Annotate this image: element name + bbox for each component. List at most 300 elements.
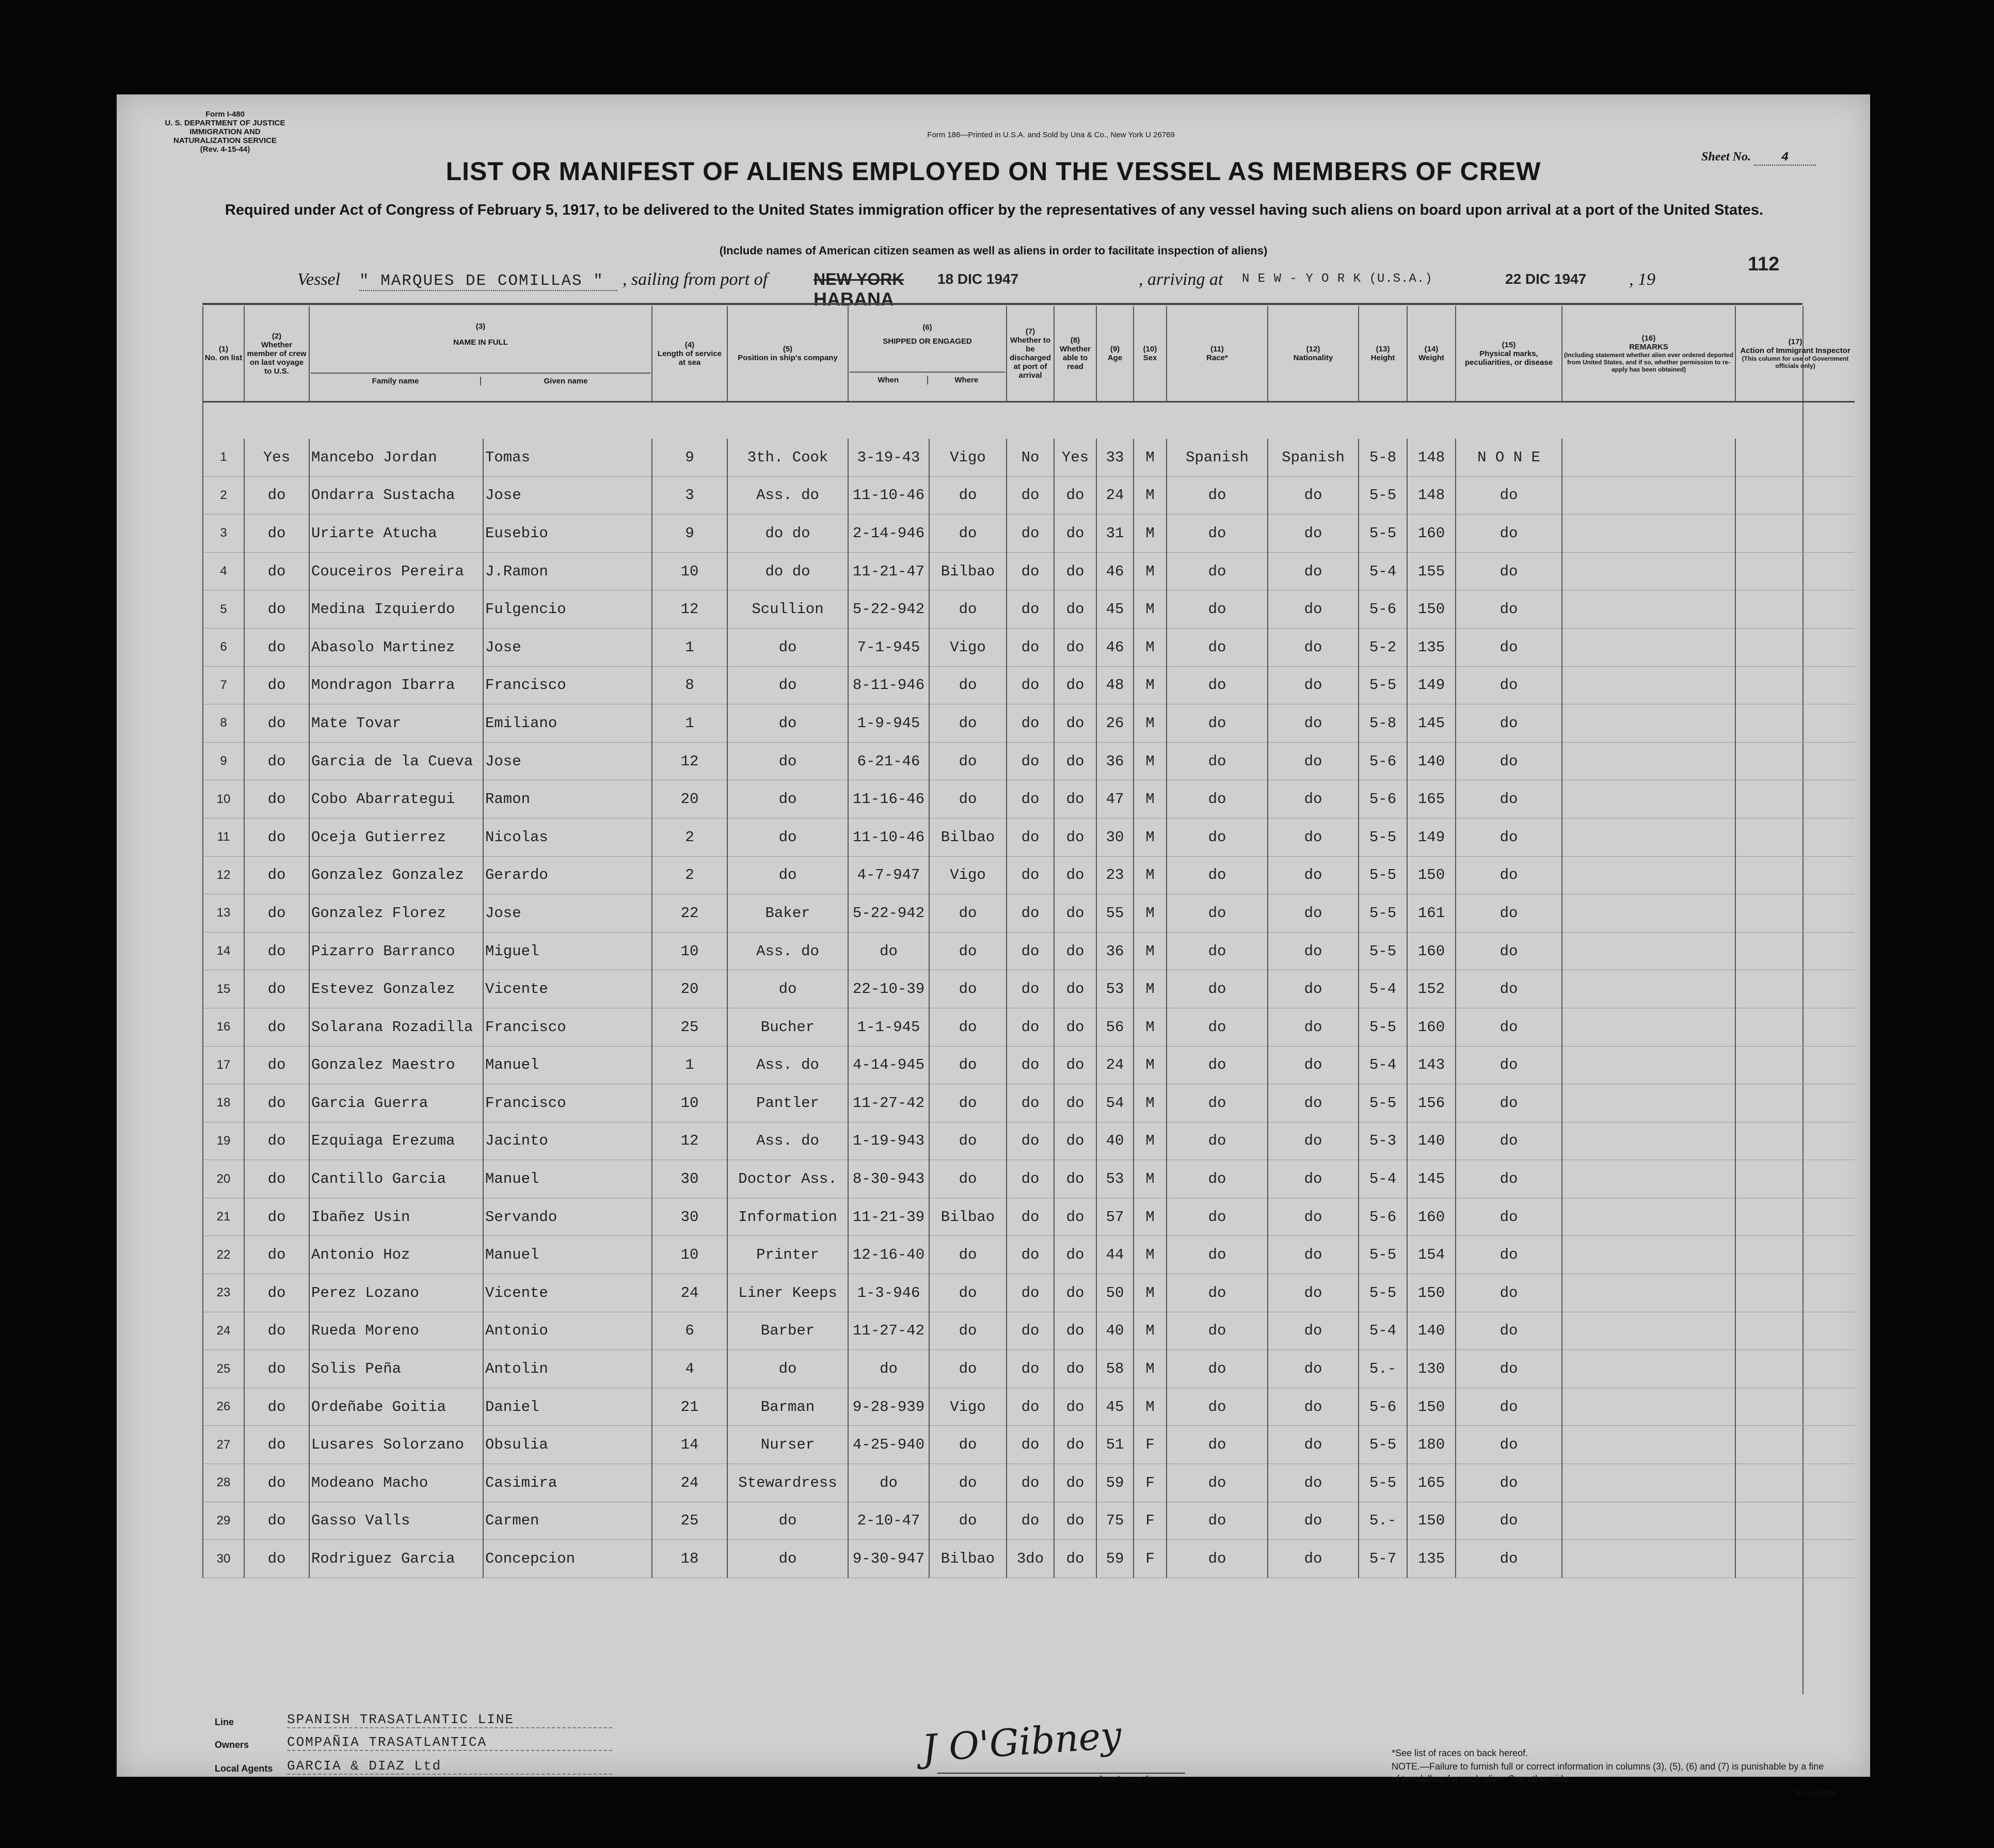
row-number-cell: 26 <box>203 1388 244 1426</box>
row-number-cell: 9 <box>203 742 244 780</box>
nationality-cell: do <box>1268 1084 1359 1122</box>
arriving-label: , arriving at <box>1139 270 1223 289</box>
family-name-cell: Gasso Valls <box>309 1502 483 1540</box>
nationality-cell: do <box>1268 1312 1359 1350</box>
last-voyage-cell: do <box>244 1046 309 1084</box>
able-to-read-cell: do <box>1054 666 1096 704</box>
revision-date: (Rev. 4-15-44) <box>200 145 250 154</box>
race-cell: do <box>1167 1046 1268 1084</box>
age-cell: 33 <box>1096 439 1134 476</box>
row-number-cell: 21 <box>203 1198 244 1236</box>
height-cell: 5-6 <box>1359 590 1407 629</box>
remarks-cell <box>1562 1084 1735 1122</box>
height-cell: 5-5 <box>1359 515 1407 553</box>
shipped-when-cell: 2-10-47 <box>848 1502 929 1540</box>
weight-cell: 140 <box>1407 1312 1456 1350</box>
given-name-cell: Francisco <box>483 1084 652 1122</box>
service-length-cell: 3 <box>652 476 727 515</box>
able-to-read-cell: do <box>1054 628 1096 666</box>
position-cell: 3th. Cook <box>727 439 848 476</box>
shipped-when-cell: 11-10-46 <box>848 818 929 856</box>
given-name-cell: Obsulia <box>483 1426 652 1464</box>
shipped-when-cell: 11-16-46 <box>848 780 929 818</box>
shipped-when-cell: 5-22-942 <box>848 590 929 629</box>
discharged-cell: do <box>1007 818 1054 856</box>
race-cell: do <box>1167 1350 1268 1388</box>
inspector-action-cell <box>1735 476 1855 515</box>
shipped-where-cell: do <box>929 515 1007 553</box>
discharged-cell: do <box>1007 894 1054 933</box>
shipped-when-cell: 11-27-42 <box>848 1084 929 1122</box>
last-voyage-cell: do <box>244 1084 309 1122</box>
sheet-label: Sheet No. <box>1701 150 1751 164</box>
position-cell: do <box>727 666 848 704</box>
row-number-cell: 3 <box>203 515 244 553</box>
height-cell: 5.- <box>1359 1350 1407 1388</box>
sex-cell: M <box>1134 1388 1167 1426</box>
height-cell: 5-5 <box>1359 932 1407 970</box>
table-row <box>203 476 1855 515</box>
weight-cell: 140 <box>1407 1122 1456 1160</box>
weight-cell: 150 <box>1407 1388 1456 1426</box>
given-name-cell: Jose <box>483 742 652 780</box>
year-label: , 19 <box>1629 270 1655 289</box>
able-to-read-cell: do <box>1054 1198 1096 1236</box>
last-voyage-cell: do <box>244 856 309 894</box>
row-number-cell: 15 <box>203 970 244 1008</box>
shipped-when-cell: 1-19-943 <box>848 1122 929 1160</box>
weight-cell: 160 <box>1407 515 1456 553</box>
inspector-action-cell <box>1735 1198 1855 1236</box>
remarks-cell <box>1562 515 1735 553</box>
weight-cell: 135 <box>1407 1540 1456 1578</box>
race-cell: do <box>1167 628 1268 666</box>
nationality-cell: do <box>1268 1008 1359 1046</box>
remarks-cell <box>1562 970 1735 1008</box>
able-to-read-cell: do <box>1054 552 1096 590</box>
last-voyage-cell: do <box>244 1236 309 1274</box>
printer-note: Form 186—Printed in U.S.A. and Sold by Una & Co., New York U 26769 <box>927 131 1175 139</box>
nationality-cell: Spanish <box>1268 439 1359 476</box>
discharged-cell: do <box>1007 1198 1054 1236</box>
physical-marks-cell: N O N E <box>1456 439 1562 476</box>
last-voyage-cell: do <box>244 1008 309 1046</box>
shipped-when-cell: do <box>848 1350 929 1388</box>
race-cell: do <box>1167 1502 1268 1540</box>
table-row <box>203 1236 1855 1274</box>
position-cell: do do <box>727 552 848 590</box>
race-cell: do <box>1167 552 1268 590</box>
weight-cell: 150 <box>1407 856 1456 894</box>
nationality-cell: do <box>1268 1350 1359 1388</box>
sex-cell: M <box>1134 1122 1167 1160</box>
age-cell: 58 <box>1096 1350 1134 1388</box>
weight-cell: 160 <box>1407 1198 1456 1236</box>
remarks-cell <box>1562 1426 1735 1464</box>
able-to-read-cell: do <box>1054 856 1096 894</box>
nationality-cell: do <box>1268 932 1359 970</box>
last-voyage-cell: do <box>244 590 309 629</box>
inspector-action-cell <box>1735 780 1855 818</box>
inspector-action-cell <box>1735 1122 1855 1160</box>
able-to-read-cell: do <box>1054 970 1096 1008</box>
physical-marks-cell: do <box>1456 1388 1562 1426</box>
physical-marks-cell: do <box>1456 1350 1562 1388</box>
discharged-cell: No <box>1007 439 1054 476</box>
position-cell: do <box>727 1540 848 1578</box>
service-length-cell: 12 <box>652 590 727 629</box>
vessel-name: " MARQUES DE COMILLAS " <box>359 272 617 291</box>
given-name-cell: Ramon <box>483 780 652 818</box>
form-subtitle: Required under Act of Congress of February 5, 1917, to be delivered to the United States immigration officer by the representatives of any vessel having such aliens on board upon arrival at a port of the United States. <box>225 202 1764 218</box>
sex-cell: F <box>1134 1502 1167 1540</box>
service-length-cell: 30 <box>652 1160 727 1198</box>
owners-value: COMPAÑIA TRASATLANTICA <box>287 1734 612 1751</box>
height-cell: 5-6 <box>1359 1388 1407 1426</box>
nationality-cell: do <box>1268 1540 1359 1578</box>
page-number: 112 <box>1748 253 1780 275</box>
table-row <box>203 1312 1855 1350</box>
shipped-where-cell: do <box>929 1312 1007 1350</box>
race-cell: do <box>1167 1122 1268 1160</box>
remarks-cell <box>1562 1236 1735 1274</box>
shipped-when-cell: 11-21-47 <box>848 552 929 590</box>
sex-cell: F <box>1134 1426 1167 1464</box>
given-name-cell: Manuel <box>483 1160 652 1198</box>
row-number-cell: 16 <box>203 1008 244 1046</box>
shipped-where-cell: do <box>929 1084 1007 1122</box>
discharged-cell: do <box>1007 666 1054 704</box>
shipped-when-cell: 9-30-947 <box>848 1540 929 1578</box>
table-row <box>203 1046 1855 1084</box>
remarks-cell <box>1562 1122 1735 1160</box>
inspector-action-cell <box>1735 856 1855 894</box>
nationality-cell: do <box>1268 894 1359 933</box>
family-name-cell: Cantillo Garcia <box>309 1160 483 1198</box>
col-header-5: (5) Position in ship's company <box>727 306 848 402</box>
last-voyage-cell: do <box>244 894 309 933</box>
last-voyage-cell: do <box>244 1312 309 1350</box>
shipped-where-cell: Bilbao <box>929 818 1007 856</box>
sex-cell: M <box>1134 515 1167 553</box>
row-number-cell: 2 <box>203 476 244 515</box>
departure-port-struck: NEW YORK <box>813 270 904 288</box>
given-name-cell: Concepcion <box>483 1540 652 1578</box>
service-length-cell: 1 <box>652 1046 727 1084</box>
physical-marks-cell: do <box>1456 856 1562 894</box>
weight-cell: 148 <box>1407 439 1456 476</box>
family-name-cell: Solis Peña <box>309 1350 483 1388</box>
discharged-cell: do <box>1007 932 1054 970</box>
discharged-cell: do <box>1007 1274 1054 1312</box>
form-subtitle-note: (Include names of American citizen seamen as well as aliens in order to facilitate inspection of aliens) <box>719 244 1268 257</box>
able-to-read-cell: do <box>1054 1084 1096 1122</box>
discharged-cell: do <box>1007 552 1054 590</box>
family-name-cell: Garcia de la Cueva <box>309 742 483 780</box>
position-cell: Doctor Ass. <box>727 1160 848 1198</box>
nationality-cell: do <box>1268 1236 1359 1274</box>
race-cell: do <box>1167 856 1268 894</box>
service-length-cell: 12 <box>652 1122 727 1160</box>
able-to-read-cell: do <box>1054 1236 1096 1274</box>
race-cell: do <box>1167 932 1268 970</box>
shipped-when-cell: 12-16-40 <box>848 1236 929 1274</box>
shipped-where-cell: do <box>929 1122 1007 1160</box>
able-to-read-cell: do <box>1054 818 1096 856</box>
last-voyage-cell: do <box>244 1540 309 1578</box>
sex-cell: M <box>1134 1236 1167 1274</box>
race-cell: do <box>1167 1388 1268 1426</box>
remarks-cell <box>1562 780 1735 818</box>
remarks-cell <box>1562 1160 1735 1198</box>
form-title: LIST OR MANIFEST OF ALIENS EMPLOYED ON THE VESSEL AS MEMBERS OF CREW <box>445 157 1541 186</box>
shipped-where-cell: do <box>929 1464 1007 1502</box>
height-cell: 5-6 <box>1359 780 1407 818</box>
table-row <box>203 780 1855 818</box>
family-name-cell: Mondragon Ibarra <box>309 666 483 704</box>
table-row <box>203 439 1855 476</box>
col-header-10: (10) Sex <box>1134 306 1167 402</box>
discharged-cell: do <box>1007 742 1054 780</box>
weight-cell: 165 <box>1407 1464 1456 1502</box>
race-cell: do <box>1167 704 1268 743</box>
service-length-cell: 10 <box>652 552 727 590</box>
nationality-cell: do <box>1268 1046 1359 1084</box>
nationality-cell: do <box>1268 1464 1359 1502</box>
nationality-cell: do <box>1268 1426 1359 1464</box>
age-cell: 45 <box>1096 590 1134 629</box>
last-voyage-cell: do <box>244 1160 309 1198</box>
row-number-cell: 6 <box>203 628 244 666</box>
discharged-cell: do <box>1007 856 1054 894</box>
table-row <box>203 894 1855 933</box>
sex-cell: M <box>1134 552 1167 590</box>
physical-marks-cell: do <box>1456 1198 1562 1236</box>
sex-cell: M <box>1134 628 1167 666</box>
shipped-where-cell: do <box>929 476 1007 515</box>
given-name-cell: Francisco <box>483 1008 652 1046</box>
sex-cell: M <box>1134 1046 1167 1084</box>
sex-cell: M <box>1134 704 1167 743</box>
inspector-action-cell <box>1735 704 1855 743</box>
table-row <box>203 1540 1855 1578</box>
service-length-cell: 22 <box>652 894 727 933</box>
discharged-cell: 3do <box>1007 1540 1054 1578</box>
sex-cell: M <box>1134 1084 1167 1122</box>
given-name-cell: Antonio <box>483 1312 652 1350</box>
sex-cell: F <box>1134 1540 1167 1578</box>
weight-cell: 160 <box>1407 932 1456 970</box>
service-length-cell: 24 <box>652 1464 727 1502</box>
able-to-read-cell: do <box>1054 1350 1096 1388</box>
shipped-where-cell: do <box>929 590 1007 629</box>
shipped-when-cell: 22-10-39 <box>848 970 929 1008</box>
given-name-cell: Servando <box>483 1198 652 1236</box>
position-cell: do do <box>727 515 848 553</box>
table-row <box>203 1274 1855 1312</box>
inspector-action-cell <box>1735 1274 1855 1312</box>
last-voyage-cell: do <box>244 515 309 553</box>
sex-cell: M <box>1134 1350 1167 1388</box>
sex-cell: M <box>1134 1274 1167 1312</box>
physical-marks-cell: do <box>1456 1122 1562 1160</box>
row-number-cell: 29 <box>203 1502 244 1540</box>
height-cell: 5-2 <box>1359 628 1407 666</box>
position-cell: do <box>727 1502 848 1540</box>
col-header-15: (15) Physical marks, peculiarities, or disease <box>1456 306 1562 402</box>
position-cell: Baker <box>727 894 848 933</box>
col-header-7: (7) Whether to be discharged at port of arrival <box>1007 306 1054 402</box>
age-cell: 46 <box>1096 628 1134 666</box>
given-name-cell: Manuel <box>483 1236 652 1274</box>
age-cell: 44 <box>1096 1236 1134 1274</box>
physical-marks-cell: do <box>1456 1464 1562 1502</box>
shipped-where-cell: do <box>929 1160 1007 1198</box>
table-row <box>203 1160 1855 1198</box>
row-number-cell: 1 <box>203 439 244 476</box>
position-cell: do <box>727 1350 848 1388</box>
remarks-cell <box>1562 1274 1735 1312</box>
row-number-cell: 20 <box>203 1160 244 1198</box>
age-cell: 54 <box>1096 1084 1134 1122</box>
row-number-cell: 27 <box>203 1426 244 1464</box>
sex-cell: M <box>1134 856 1167 894</box>
table-row <box>203 666 1855 704</box>
physical-marks-cell: do <box>1456 1274 1562 1312</box>
discharged-cell: do <box>1007 1160 1054 1198</box>
family-name-cell: Uriarte Atucha <box>309 515 483 553</box>
inspector-action-cell <box>1735 1464 1855 1502</box>
age-cell: 40 <box>1096 1312 1134 1350</box>
family-name-cell: Garcia Guerra <box>309 1084 483 1122</box>
age-cell: 30 <box>1096 818 1134 856</box>
weight-cell: 156 <box>1407 1084 1456 1122</box>
able-to-read-cell: do <box>1054 1388 1096 1426</box>
able-to-read-cell: do <box>1054 894 1096 933</box>
given-name-cell: Casimira <box>483 1464 652 1502</box>
last-voyage-cell: do <box>244 628 309 666</box>
row-number-cell: 30 <box>203 1540 244 1578</box>
given-name-cell: Vicente <box>483 970 652 1008</box>
age-cell: 26 <box>1096 704 1134 743</box>
last-voyage-cell: do <box>244 1350 309 1388</box>
race-cell: do <box>1167 1426 1268 1464</box>
weight-cell: 130 <box>1407 1350 1456 1388</box>
family-name-cell: Oceja Gutierrez <box>309 818 483 856</box>
table-row <box>203 742 1855 780</box>
service-name: IMMIGRATION AND NATURALIZATION SERVICE <box>173 127 277 145</box>
height-cell: 5-5 <box>1359 1274 1407 1312</box>
agents-value: GARCIA & DIAZ Ltd <box>287 1758 612 1775</box>
shipped-when-cell: 1-9-945 <box>848 704 929 743</box>
height-cell: 5-4 <box>1359 1312 1407 1350</box>
remarks-cell <box>1562 1198 1735 1236</box>
height-cell: 5-4 <box>1359 1160 1407 1198</box>
age-cell: 48 <box>1096 666 1134 704</box>
col-header-12: (12) Nationality <box>1268 306 1359 402</box>
row-number-cell: 8 <box>203 704 244 743</box>
last-voyage-cell: do <box>244 552 309 590</box>
nationality-cell: do <box>1268 818 1359 856</box>
row-number-cell: 13 <box>203 894 244 933</box>
sex-cell: M <box>1134 780 1167 818</box>
able-to-read-cell: do <box>1054 1540 1096 1578</box>
physical-marks-cell: do <box>1456 894 1562 933</box>
shipped-when-cell: 11-21-39 <box>848 1198 929 1236</box>
discharged-cell: do <box>1007 1464 1054 1502</box>
physical-marks-cell: do <box>1456 970 1562 1008</box>
service-length-cell: 9 <box>652 515 727 553</box>
weight-cell: 165 <box>1407 780 1456 818</box>
discharged-cell: do <box>1007 780 1054 818</box>
position-cell: Barman <box>727 1388 848 1426</box>
inspector-action-cell <box>1735 1236 1855 1274</box>
height-cell: 5.- <box>1359 1502 1407 1540</box>
discharged-cell: do <box>1007 704 1054 743</box>
family-name-header: Family name <box>372 376 419 385</box>
row-number-cell: 28 <box>203 1464 244 1502</box>
shipped-when-cell: 4-7-947 <box>848 856 929 894</box>
remarks-cell <box>1562 1502 1735 1540</box>
age-cell: 50 <box>1096 1274 1134 1312</box>
last-voyage-cell: do <box>244 1198 309 1236</box>
position-cell: do <box>727 628 848 666</box>
sex-cell: M <box>1134 666 1167 704</box>
service-length-cell: 1 <box>652 704 727 743</box>
table-row <box>203 628 1855 666</box>
able-to-read-cell: do <box>1054 1274 1096 1312</box>
age-cell: 23 <box>1096 856 1134 894</box>
last-voyage-cell: do <box>244 1426 309 1464</box>
weight-cell: 149 <box>1407 666 1456 704</box>
given-name-cell: Carmen <box>483 1502 652 1540</box>
physical-marks-cell: do <box>1456 780 1562 818</box>
sex-cell: M <box>1134 476 1167 515</box>
age-cell: 55 <box>1096 894 1134 933</box>
family-name-cell: Cobo Abarrategui <box>309 780 483 818</box>
service-length-cell: 18 <box>652 1540 727 1578</box>
race-cell: do <box>1167 780 1268 818</box>
line-field <box>215 1717 234 1728</box>
service-length-cell: 14 <box>652 1426 727 1464</box>
shipped-where-cell: do <box>929 780 1007 818</box>
able-to-read-cell: do <box>1054 932 1096 970</box>
shipped-when-cell: 1-1-945 <box>848 1008 929 1046</box>
height-cell: 5-5 <box>1359 818 1407 856</box>
discharged-cell: do <box>1007 970 1054 1008</box>
table-top-rule <box>202 303 1802 305</box>
weight-cell: 135 <box>1407 628 1456 666</box>
shipped-when-cell: 7-1-945 <box>848 628 929 666</box>
height-cell: 5-3 <box>1359 1122 1407 1160</box>
shipped-when-cell: 4-14-945 <box>848 1046 929 1084</box>
sex-cell: M <box>1134 742 1167 780</box>
sex-cell: M <box>1134 1160 1167 1198</box>
weight-cell: 152 <box>1407 970 1456 1008</box>
weight-cell: 155 <box>1407 552 1456 590</box>
last-voyage-cell: do <box>244 932 309 970</box>
department-header <box>158 110 292 154</box>
row-number-cell: 22 <box>203 1236 244 1274</box>
shipped-where-cell: Bilbao <box>929 1540 1007 1578</box>
shipped-where-cell: Vigo <box>929 1388 1007 1426</box>
shipped-where-cell: do <box>929 1236 1007 1274</box>
position-cell: Barber <box>727 1312 848 1350</box>
shipped-when-cell: 9-28-939 <box>848 1388 929 1426</box>
table-row <box>203 1502 1855 1540</box>
service-length-cell: 1 <box>652 628 727 666</box>
able-to-read-cell: do <box>1054 1502 1096 1540</box>
